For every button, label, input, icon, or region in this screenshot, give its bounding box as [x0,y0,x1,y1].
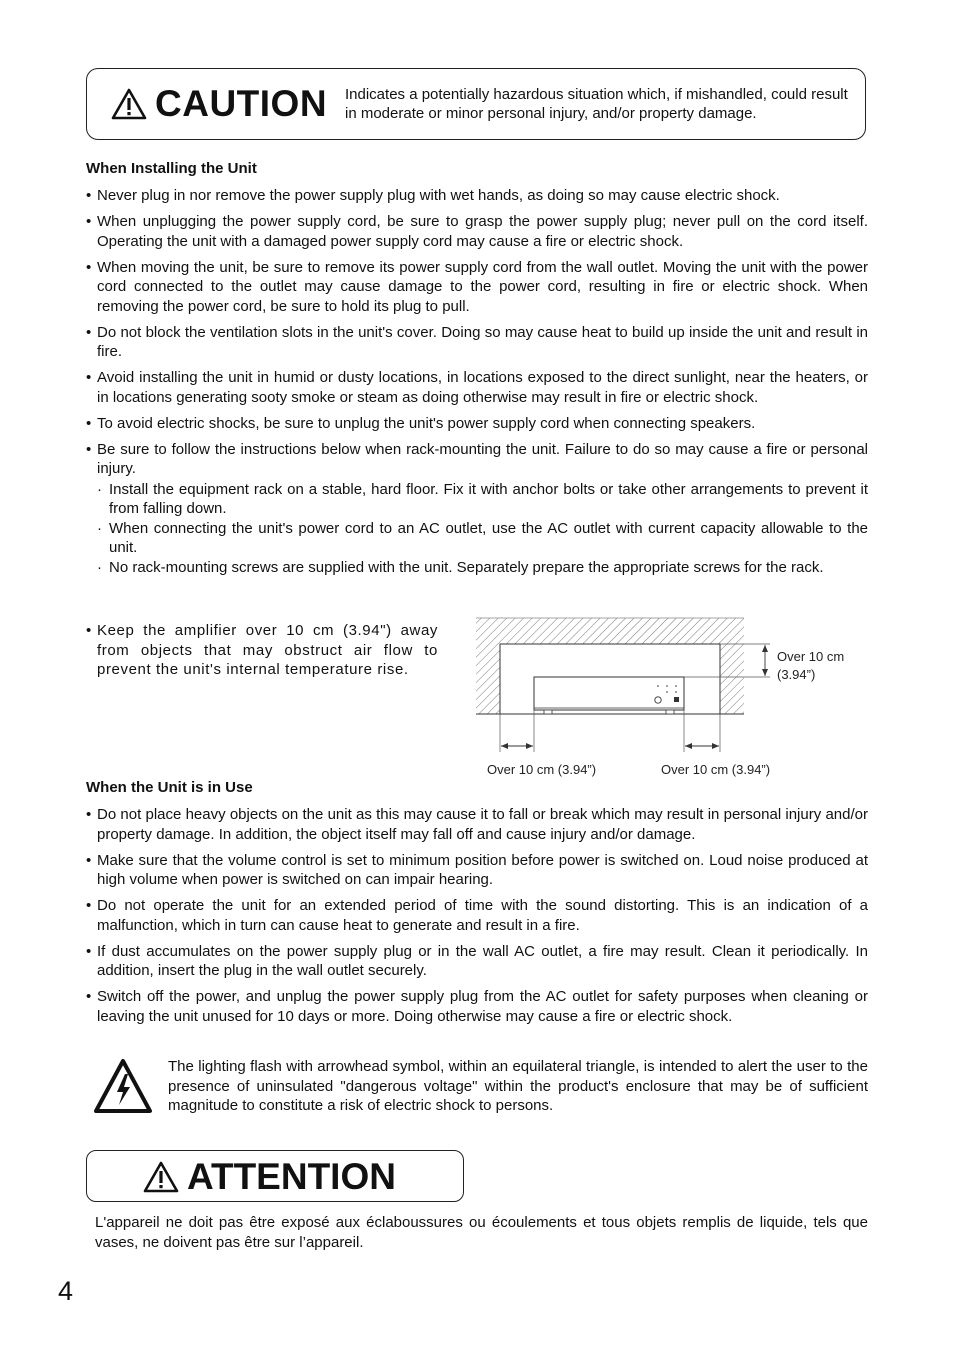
label-top-clearance-2: (3.94”) [777,667,816,682]
list-item: • When unplugging the power supply cord, be sure to grasp the power supply plug; never pull on the cord itself. Operating the unit with a damaged power supply cord may cause a fire or electric shock. [86,212,868,251]
sub-list-item: · No rack-mounting screws are supplied with the unit. Separately prepare the appropriate screws for the rack. [86,558,868,578]
section-heading-installing: When Installing the Unit [86,160,257,177]
sub-list-item: · Install the equipment rack on a stable, hard floor. Fix it with anchor bolts or take other arrangements to prevent it from falling down. [86,480,868,519]
attention-box [86,1150,464,1202]
electric-shock-icon [93,1058,153,1114]
caution-description: Indicates a potentially hazardous situation which, if mishandled, could result in moderate or minor personal injury, and/or property damage. [345,86,848,122]
shock-notice: The lighting flash with arrowhead symbol, within an equilateral triangle, is intended to alert the user to the presence of uninsulated "dangerous voltage" within the product's enclosure that may be of sufficient magnitude to constitute a risk of electric shock to persons. [168,1058,868,1114]
clearance-diagram [470,612,870,784]
amplifier-unit [534,677,684,710]
power-knob [655,697,661,703]
caution-box [86,68,866,140]
list-item: • If dust accumulates on the power supply plug or in the wall AC outlet, a fire may result. Clean it periodically. In addition, insert the plug in the wall outlet securely. [86,942,868,981]
list-item: • To avoid electric shocks, be sure to unplug the unit's power supply cord when connecting speakers. [86,414,868,434]
list-item: • Make sure that the volume control is set to minimum position before power is switched on. Loud noise produced at high volume when power is switched on can impair hearing. [86,851,868,890]
power-switch [674,697,679,702]
list-item: • When moving the unit, be sure to remove its power supply cord from the wall outlet. Moving the unit with the power cord connected to the outlet may cause damage to the power cord, resulting in fire or electric shock. When removing the power cord, be sure to hold its plug to pull. [86,258,868,317]
list-item: • Never plug in nor remove the power supply plug with wet hands, as doing so may cause electric shock. [86,186,868,206]
warning-triangle-icon [111,88,147,120]
in-use-list [86,805,868,1033]
attention-text: L'appareil ne doit pas être exposé aux éclaboussures ou écoulements et tous objets remplis de liquide, tels que vases, ne doivent pas être sur l’appareil. [95,1214,868,1251]
list-item: • Do not operate the unit for an extended period of time with the sound distorting. This is an indication of a malfunction, which in turn can cause heat to generate and result in a fire. [86,896,868,935]
label-right-clearance: Over 10 cm (3.94”) [661,762,771,777]
list-item: • Be sure to follow the instructions below when rack-mounting the unit. Failure to do so may cause a fire or personal injury. [86,440,868,479]
attention-title: ATTENTION [187,1156,396,1197]
section-heading-in-use: When the Unit is in Use [86,779,253,796]
ventilation-item: • Keep the amplifier over 10 cm (3.94") away from objects that may obstruct air flow to prevent the unit's internal temperature rise. [86,621,438,680]
caution-heading [111,83,327,125]
installing-list [86,186,868,577]
warning-triangle-icon [143,1161,179,1193]
page-number: 4 [58,1276,74,1306]
list-item: • Do not place heavy objects on the unit as this may cause it to fall or break which may result in personal injury and/or property damage. In addition, the object itself may fall off and cause injury and/or damage. [86,805,868,844]
label-left-clearance: Over 10 cm (3.94”) [487,762,597,777]
caution-title: CAUTION [155,83,328,124]
list-item: • Do not block the ventilation slots in the unit's cover. Doing so may cause heat to build up inside the unit and result in fire. [86,323,868,362]
label-top-clearance-1: Over 10 cm [777,649,845,664]
sub-list-item: · When connecting the unit's power cord to an AC outlet, use the AC outlet with current capacity allowable to the unit. [86,519,868,558]
list-item: • Switch off the power, and unplug the power supply plug from the AC outlet for safety purposes when cleaning or leaving the unit unused for 10 days or more. Doing otherwise may cause a fire or electric shock. [86,987,868,1026]
attention-heading [143,1156,396,1198]
list-item: • Avoid installing the unit in humid or dusty locations, in locations exposed to the direct sunlight, near the heaters, or in locations generating sooty smoke or steam as doing otherwise may result in fire or electric shock. [86,368,868,407]
